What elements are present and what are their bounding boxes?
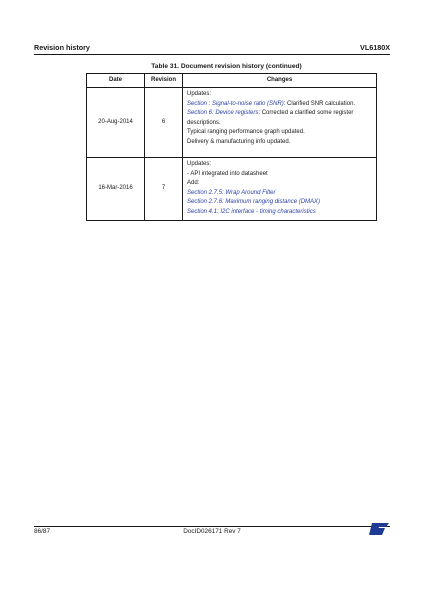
page-header — [34, 40, 390, 52]
changes-intro: Updates: — [187, 91, 212, 97]
changes-item: - API integrated into datasheet — [187, 170, 268, 177]
document-id: DocID026171 Rev 7 — [183, 528, 241, 535]
row-date: 16-Mar-2016 — [87, 158, 145, 221]
changes-item — [187, 100, 373, 110]
column-header-date: Date — [87, 74, 145, 88]
st-logo-icon — [368, 522, 390, 536]
footer-divider — [34, 526, 390, 527]
change-text: : Clarified SNR calculation. — [283, 100, 356, 107]
page-number: 86/87 — [34, 528, 50, 535]
changes-item: Typical ranging performance graph updated. — [187, 129, 305, 136]
column-header-changes: Changes — [183, 74, 377, 88]
changes-item — [187, 109, 373, 128]
row-changes — [183, 158, 377, 221]
row-revision: 7 — [145, 158, 183, 221]
section-link[interactable]: Section 2.7.6: Maximum ranging distance (DMAX) — [187, 199, 321, 206]
section-link[interactable]: Section : Signal-to-noise ratio (SNR) — [187, 100, 284, 107]
section-link[interactable]: Section 6: Device registers — [187, 110, 259, 117]
column-header-revision: Revision — [145, 74, 183, 88]
row-changes — [183, 88, 377, 158]
table-header-row — [87, 74, 377, 88]
revision-history-table — [86, 73, 377, 221]
table-row — [87, 88, 377, 158]
row-date: 20-Aug-2014 — [87, 88, 145, 158]
change-text: : Corrected a clarified some register descriptions. — [187, 110, 354, 126]
section-link[interactable]: Section 2.7.5: Wrap Around Filter — [187, 189, 276, 196]
changes-intro: Updates: — [187, 161, 212, 167]
header-divider — [34, 54, 390, 55]
page-footer — [34, 528, 390, 540]
changes-item: Delivery & manufacturing info updated. — [187, 138, 291, 145]
header-product-name: VL6180X — [360, 43, 390, 52]
section-link[interactable]: Section 4.1: I2C interface - timing characteristics — [187, 208, 316, 215]
table-caption: Table 31. Document revision history (continued) — [151, 63, 302, 70]
table-row — [87, 158, 377, 221]
row-revision: 6 — [145, 88, 183, 158]
header-section-title: Revision history — [34, 43, 90, 52]
changes-item: Add: — [187, 180, 200, 187]
